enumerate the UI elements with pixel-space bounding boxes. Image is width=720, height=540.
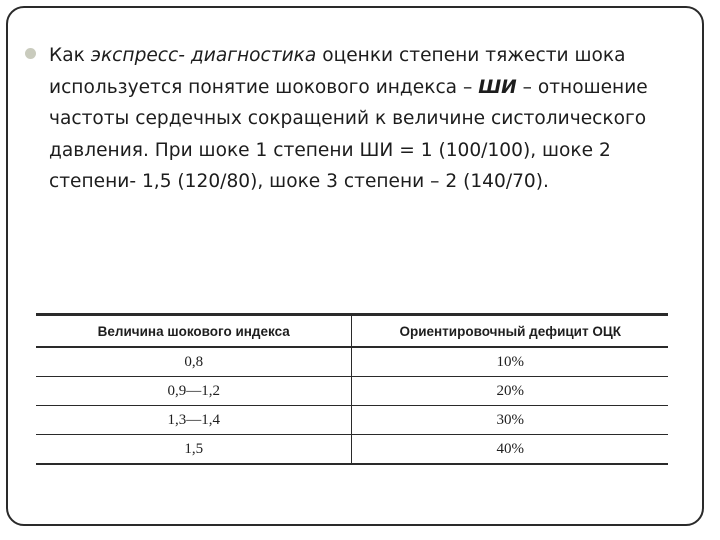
table-header-row [36, 315, 668, 348]
cell-volume-deficit: 40% [352, 435, 668, 465]
bullet-item [25, 40, 657, 198]
bullet-dot-icon [25, 48, 36, 59]
cell-volume-deficit: 10% [352, 347, 668, 377]
cell-volume-deficit: 20% [352, 377, 668, 406]
bullet-text-part5: – отношение частоты сердечных сокращений к величине систолического давления. При шоке 1 степени ШИ = 1 (100/100), шоке 2 степени- 1,5 (120/80), шоке 3 степени – 2 (140/70). [49, 76, 648, 192]
cell-shock-index: 0,9—1,2 [36, 377, 352, 406]
bullet-text-abbreviation: ШИ [478, 76, 517, 98]
table-row [36, 347, 668, 377]
header-shock-index: Величина шокового индекса [36, 315, 352, 348]
bullet-text-italic: экспресс- диагностика [90, 45, 317, 66]
bullet-text [49, 40, 657, 198]
cell-volume-deficit: 30% [352, 406, 668, 435]
header-volume-deficit: Ориентировочный дефицит ОЦК [352, 315, 668, 348]
bullet-text-part1: Как [49, 45, 91, 66]
cell-shock-index: 1,5 [36, 435, 352, 465]
slide-frame [6, 6, 704, 526]
table-row [36, 435, 668, 465]
table-row [36, 377, 668, 406]
bullet-text-part3: оценки степени тяжести шока используется понятие шокового индекса – [49, 45, 626, 98]
table-row [36, 406, 668, 435]
cell-shock-index: 1,3—1,4 [36, 406, 352, 435]
cell-shock-index: 0,8 [36, 347, 352, 377]
shock-index-table [36, 313, 668, 465]
